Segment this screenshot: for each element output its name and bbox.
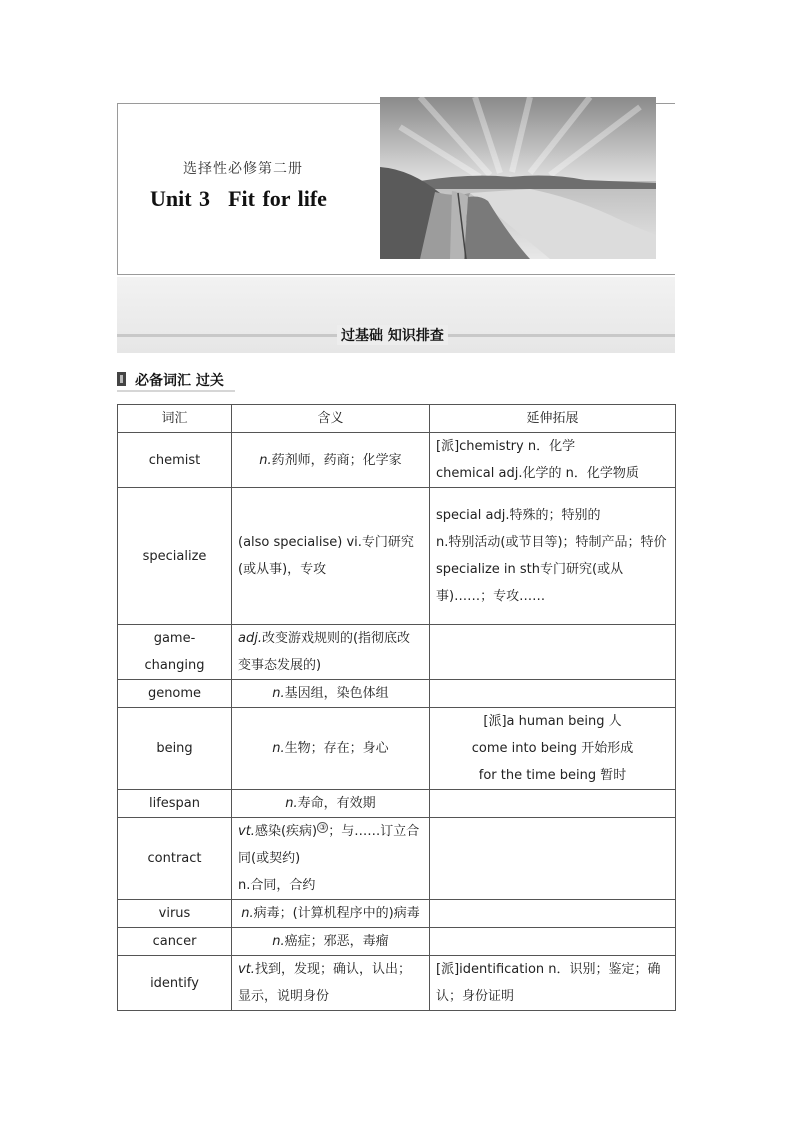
meaning-cell <box>232 818 430 900</box>
unit-banner <box>117 103 675 275</box>
extension-cell: [派]identification n．识别；鉴定；确认；身份证明 <box>430 956 676 1011</box>
meaning-cell: adj.改变游戏规则的(指彻底改变事态发展的) <box>232 625 430 680</box>
word-cell: chemist <box>118 433 232 488</box>
extension-cell <box>430 708 676 790</box>
word-cell: specialize <box>118 488 232 625</box>
section-underline <box>117 390 235 392</box>
table-row <box>118 790 676 818</box>
extension-cell <box>430 625 676 680</box>
book-subtitle: 选择性必修第二册 <box>183 161 303 177</box>
extension-line: special adj.特殊的；特别的 <box>436 508 601 523</box>
extension-cell <box>430 680 676 708</box>
meaning-line: n.合同，合约 <box>238 878 316 893</box>
extension-line: [派]a human being 人 <box>483 714 622 729</box>
vocabulary-table <box>117 404 676 1011</box>
extension-cell <box>430 818 676 900</box>
extension-line: [派]chemistry n．化学 <box>436 439 576 454</box>
word-cell: game-changing <box>118 625 232 680</box>
meaning-cell: n.癌症；邪恶，毒瘤 <box>232 928 430 956</box>
table-row <box>118 708 676 790</box>
header-word: 词汇 <box>118 405 232 433</box>
extension-line: come into being 开始形成 <box>471 741 634 756</box>
word-cell: identify <box>118 956 232 1011</box>
section-band <box>117 277 675 353</box>
word-cell: being <box>118 708 232 790</box>
meaning-cell: n.药剂师，药商；化学家 <box>232 433 430 488</box>
extension-cell <box>430 790 676 818</box>
extension-line: for the time being 暂时 <box>478 768 627 783</box>
unit-title <box>150 186 327 212</box>
unit-name: Fit for life <box>228 186 327 211</box>
unit-number: Unit 3 <box>150 186 211 211</box>
meaning-cell: n.病毒；(计算机程序中的)病毒 <box>232 900 430 928</box>
table-row <box>118 900 676 928</box>
table-row <box>118 928 676 956</box>
extension-line: specialize in sth专门研究(或从事)……；专攻…… <box>436 562 624 604</box>
table-row <box>118 680 676 708</box>
section-marker-icon <box>117 372 126 386</box>
extension-line: chemical adj.化学的 n．化学物质 <box>436 466 639 481</box>
word-cell: genome <box>118 680 232 708</box>
extension-cell <box>430 433 676 488</box>
extension-cell <box>430 900 676 928</box>
meaning-cell: vt.找到，发现；确认，认出；显示，说明身份 <box>232 956 430 1011</box>
extension-cell <box>430 488 676 625</box>
meaning-cell: n.生物；存在；身心 <box>232 708 430 790</box>
meaning-cell: n.基因组，染色体组 <box>232 680 430 708</box>
table-row <box>118 433 676 488</box>
word-cell: cancer <box>118 928 232 956</box>
word-cell: contract <box>118 818 232 900</box>
meaning-cell: (also specialise) vi.专门研究(或从事)，专攻 <box>232 488 430 625</box>
section-title: 必备词汇 过关 <box>135 373 224 389</box>
table-header-row <box>118 405 676 433</box>
word-cell: lifespan <box>118 790 232 818</box>
band-title: 过基础 知识排查 <box>337 325 448 345</box>
table-row <box>118 818 676 900</box>
extension-line: n.特别活动(或节目等)；特制产品；特价 <box>436 535 667 550</box>
extension-cell <box>430 928 676 956</box>
table-row <box>118 956 676 1011</box>
meaning-cell: n.寿命，有效期 <box>232 790 430 818</box>
coastal-road-photo <box>380 97 656 259</box>
header-meaning: 含义 <box>232 405 430 433</box>
header-extension: 延伸拓展 <box>430 405 676 433</box>
table-row <box>118 488 676 625</box>
word-cell: virus <box>118 900 232 928</box>
meaning-line: vt.感染(疾病) ③ ；与……订立合同(或契约) <box>238 822 420 866</box>
table-row <box>118 625 676 680</box>
circled-number-mark: ③ <box>319 822 327 832</box>
